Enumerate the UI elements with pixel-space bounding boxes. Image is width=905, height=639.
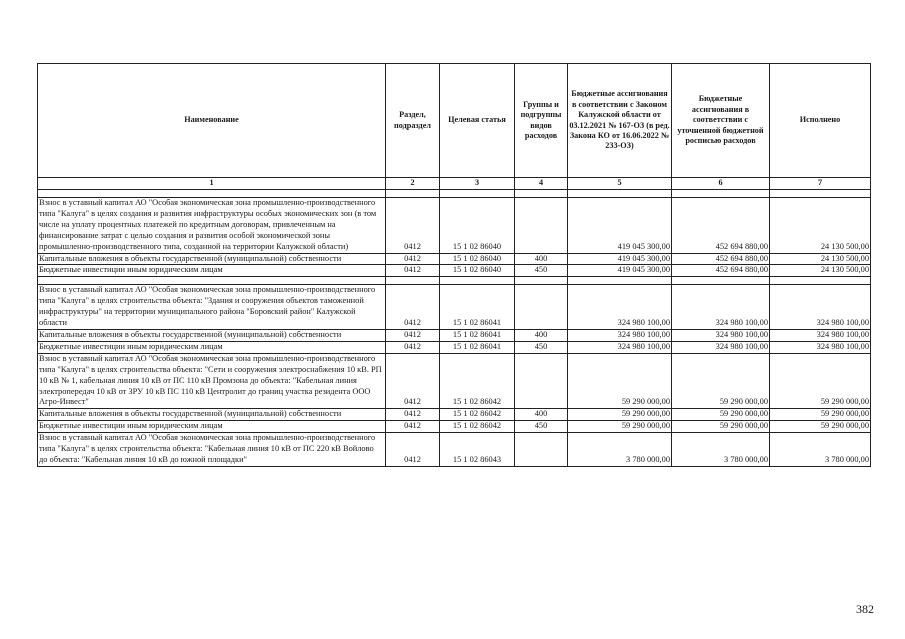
table-row xyxy=(38,353,871,409)
row-law-amount: 59 290 000,00 xyxy=(568,409,672,421)
row-law-amount: 324 980 100,00 xyxy=(568,329,672,341)
row-group: 450 xyxy=(515,341,568,353)
row-executed-amount: 324 980 100,00 xyxy=(770,329,871,341)
row-target: 15 1 02 86043 xyxy=(440,433,515,467)
header-name: Наименование xyxy=(38,64,386,178)
row-target: 15 1 02 86042 xyxy=(440,421,515,433)
row-executed-amount: 59 290 000,00 xyxy=(770,409,871,421)
row-target: 15 1 02 86041 xyxy=(440,329,515,341)
row-group xyxy=(515,353,568,409)
table-row xyxy=(38,198,871,254)
column-number: 3 xyxy=(440,178,515,190)
row-law-amount: 324 980 100,00 xyxy=(568,341,672,353)
header-groups: Группы и подгруппы видов расходов xyxy=(515,64,568,178)
row-target: 15 1 02 86041 xyxy=(440,341,515,353)
row-executed-amount: 24 130 500,00 xyxy=(770,198,871,254)
row-target: 15 1 02 86040 xyxy=(440,265,515,277)
row-section: 0412 xyxy=(386,265,440,277)
row-target: 15 1 02 86042 xyxy=(440,409,515,421)
row-executed-amount: 324 980 100,00 xyxy=(770,285,871,330)
header-law-allocations: Бюджетные ассигнования в соответствии с Законом Калужской области от 03.12.2021 № 167-ОЗ (в ред. Закона КО от 16.06.2022 № 233-ОЗ) xyxy=(568,64,672,178)
table-row xyxy=(38,421,871,433)
row-target: 15 1 02 86041 xyxy=(440,285,515,330)
row-name: Взнос в уставный капитал АО "Особая экономическая зона промышленно-производственного типа "Калуга" в целях строительства объекта: "Сети и сооружения электроснабжения 10 кВ. РП 10 кВ № 1, кабельная линия 10 кВ от ПС 110 кВ Промзона до объекта: "Кабельная линия электропередач 10 кВ от ЗРУ 10 кВ ПС 110 кВ Центролит до границ участка резидента ООО Агро-Инвест" xyxy=(38,353,386,409)
row-section: 0412 xyxy=(386,421,440,433)
header-target: Целевая статья xyxy=(440,64,515,178)
row-name: Бюджетные инвестиции иным юридическим лицам xyxy=(38,341,386,353)
row-revised-amount: 59 290 000,00 xyxy=(672,421,770,433)
page-number: 382 xyxy=(856,602,874,616)
row-section: 0412 xyxy=(386,285,440,330)
row-name: Капитальные вложения в объекты государственной (муниципальной) собственности xyxy=(38,253,386,265)
column-number: 5 xyxy=(568,178,672,190)
row-law-amount: 419 045 300,00 xyxy=(568,253,672,265)
table-row xyxy=(38,253,871,265)
row-revised-amount: 452 694 880,00 xyxy=(672,253,770,265)
row-revised-amount: 324 980 100,00 xyxy=(672,285,770,330)
row-section: 0412 xyxy=(386,409,440,421)
row-revised-amount: 59 290 000,00 xyxy=(672,353,770,409)
row-section: 0412 xyxy=(386,341,440,353)
row-group: 400 xyxy=(515,409,568,421)
row-target: 15 1 02 86040 xyxy=(440,198,515,254)
row-law-amount: 324 980 100,00 xyxy=(568,285,672,330)
row-name: Взнос в уставный капитал АО "Особая экономическая зона промышленно-производственного типа "Калуга" в целях строительства объекта: "Кабельная линия 10 кВ от ПС 220 кВ Войлово до объекта: "Кабельная линия 10 кВ до южной площадки" xyxy=(38,433,386,467)
table-row xyxy=(38,433,871,467)
column-number: 4 xyxy=(515,178,568,190)
row-revised-amount: 452 694 880,00 xyxy=(672,198,770,254)
row-law-amount: 3 780 000,00 xyxy=(568,433,672,467)
table-row xyxy=(38,329,871,341)
row-section: 0412 xyxy=(386,329,440,341)
row-group xyxy=(515,285,568,330)
table-row xyxy=(38,285,871,330)
row-name: Бюджетные инвестиции иным юридическим лицам xyxy=(38,421,386,433)
row-name: Бюджетные инвестиции иным юридическим лицам xyxy=(38,265,386,277)
row-group: 400 xyxy=(515,253,568,265)
row-revised-amount: 59 290 000,00 xyxy=(672,409,770,421)
row-law-amount: 59 290 000,00 xyxy=(568,353,672,409)
table-row xyxy=(38,265,871,277)
row-group: 450 xyxy=(515,421,568,433)
row-name: Взнос в уставный капитал АО "Особая экономическая зона промышленно-производственного типа "Калуга" в целях строительства объекта: "Здания и сооружения объектов таможенной инфраструктуры" на территории муниципального района "Боровский район" Калужской области xyxy=(38,285,386,330)
row-section: 0412 xyxy=(386,353,440,409)
column-number: 7 xyxy=(770,178,871,190)
row-executed-amount: 324 980 100,00 xyxy=(770,341,871,353)
row-section: 0412 xyxy=(386,253,440,265)
table-row xyxy=(38,409,871,421)
row-group: 400 xyxy=(515,329,568,341)
row-group: 450 xyxy=(515,265,568,277)
row-revised-amount: 324 980 100,00 xyxy=(672,329,770,341)
column-number: 2 xyxy=(386,178,440,190)
row-section: 0412 xyxy=(386,433,440,467)
header-revised-allocations: Бюджетные ассигнования в соответствии с уточненной бюджетной росписью расходов xyxy=(672,64,770,178)
row-revised-amount: 3 780 000,00 xyxy=(672,433,770,467)
row-section: 0412 xyxy=(386,198,440,254)
row-target: 15 1 02 86040 xyxy=(440,253,515,265)
row-executed-amount: 24 130 500,00 xyxy=(770,253,871,265)
row-executed-amount: 24 130 500,00 xyxy=(770,265,871,277)
column-number: 6 xyxy=(672,178,770,190)
table-header-row xyxy=(38,64,871,178)
column-number: 1 xyxy=(38,178,386,190)
budget-table xyxy=(37,63,871,467)
row-executed-amount: 59 290 000,00 xyxy=(770,353,871,409)
table-row xyxy=(38,341,871,353)
header-section: Раздел, подраздел xyxy=(386,64,440,178)
row-law-amount: 59 290 000,00 xyxy=(568,421,672,433)
row-law-amount: 419 045 300,00 xyxy=(568,265,672,277)
row-group xyxy=(515,198,568,254)
row-revised-amount: 452 694 880,00 xyxy=(672,265,770,277)
column-number-row xyxy=(38,178,871,190)
row-target: 15 1 02 86042 xyxy=(440,353,515,409)
row-name: Взнос в уставный капитал АО "Особая экономическая зона промышленно-производственного типа "Калуга" в целях создания и развития инфраструктуры особых экономических зон (в том числе на уплату процентных платежей по кредитным договорам, привлеченным на финансирование затрат с целью создания и развития особой экономической зоны промышленно-производственного типа, созданной на территории Калужской области) xyxy=(38,198,386,254)
row-name: Капитальные вложения в объекты государственной (муниципальной) собственности xyxy=(38,329,386,341)
spacer-row xyxy=(38,277,871,285)
row-executed-amount: 3 780 000,00 xyxy=(770,433,871,467)
row-revised-amount: 324 980 100,00 xyxy=(672,341,770,353)
row-group xyxy=(515,433,568,467)
row-law-amount: 419 045 300,00 xyxy=(568,198,672,254)
row-executed-amount: 59 290 000,00 xyxy=(770,421,871,433)
row-name: Капитальные вложения в объекты государственной (муниципальной) собственности xyxy=(38,409,386,421)
header-executed: Исполнено xyxy=(770,64,871,178)
spacer-row xyxy=(38,190,871,198)
